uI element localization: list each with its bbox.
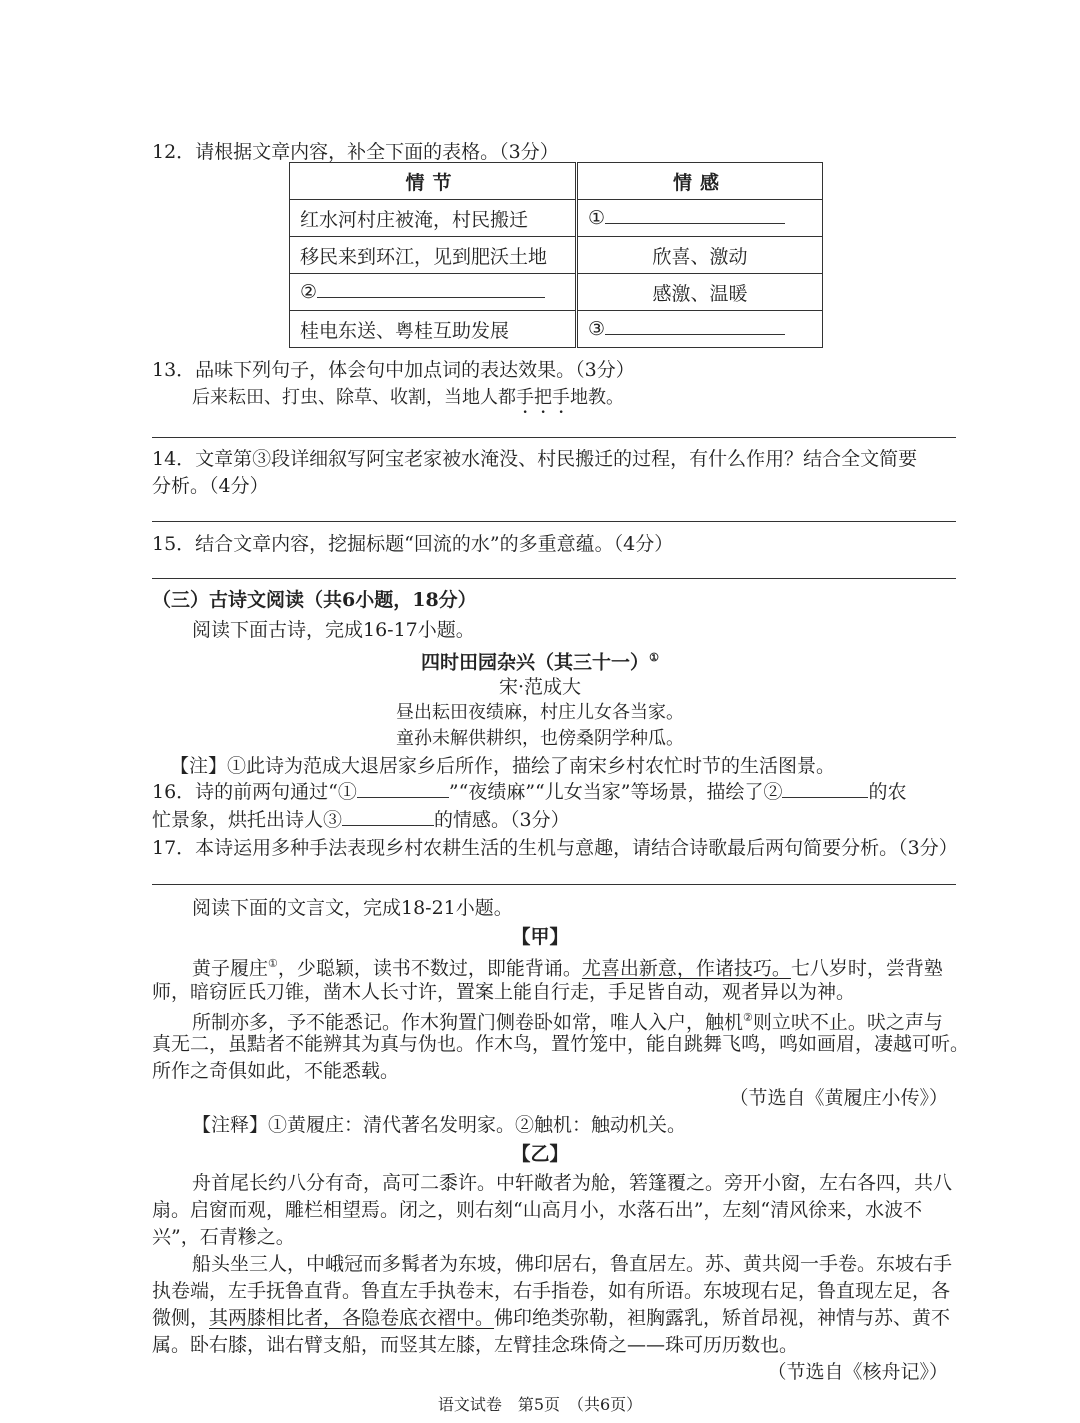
- yi-text: 属。卧右膝，诎右臂支船，而竖其左膝，左臂挂念珠倚之——珠可历历数也。: [152, 1334, 799, 1356]
- plot-cell[interactable]: ②: [290, 274, 577, 311]
- section-heading: （三）古诗文阅读（共6小题，18分）: [152, 589, 477, 611]
- jia-text: 所作之奇俱如此，不能悉载。: [152, 1060, 400, 1082]
- jia-note: 【注释】①黄履庄：清代著名发明家。②触机：触动机关。: [192, 1114, 687, 1136]
- yi-text: 兴”，石青糁之。: [152, 1226, 295, 1248]
- dotted-words: 手把手: [516, 387, 570, 408]
- q14-line2: 分析。（4分）: [152, 475, 269, 497]
- emotion-cell[interactable]: ③: [577, 311, 823, 348]
- jia-text: 黄子履庄①，少聪颖，读书不数过，即能背诵。尤喜出新意，作诸技巧。七八岁时，尝背塾: [192, 957, 943, 980]
- q12-table: [289, 162, 823, 348]
- jia-source: （节选自《黄履庄小传》）: [729, 1087, 948, 1109]
- answer-line[interactable]: [152, 437, 956, 438]
- yi-source: （节选自《核舟记》）: [767, 1361, 948, 1383]
- answer-line[interactable]: [152, 578, 956, 579]
- classical-instruction: 阅读下面的文言文，完成18-21小题。: [192, 897, 513, 919]
- passage-label-yi: 【乙】: [511, 1143, 569, 1165]
- emotion-cell[interactable]: ①: [577, 200, 823, 237]
- section-instruction: 阅读下面古诗，完成16-17小题。: [192, 619, 475, 641]
- underlined-sentence: 其两膝相比者，各隐卷底衣褶中。: [209, 1307, 495, 1329]
- table-row: [290, 200, 823, 237]
- plot-cell: 红水河村庄被淹，村民搬迁: [290, 200, 577, 237]
- blank-1[interactable]: [357, 781, 449, 798]
- q16-line1: 16．诗的前两句通过“① ”“夜绩麻”“儿女当家”等场景，描绘了② 的农: [152, 781, 907, 803]
- table-row: [290, 311, 823, 348]
- jia-text: 真无二，虽黠者不能辨其为真与伪也。作木鸟，置竹笼中，能自跳舞飞鸣，鸣如画眉，凄越可听。: [152, 1033, 970, 1055]
- jia-text: 师，暗窃匠氏刀锥，凿木人长寸许，置案上能自行走，手足皆自动，观者异以为神。: [152, 981, 856, 1003]
- blank-2[interactable]: [782, 781, 868, 798]
- q13-title: 13．品味下列句子，体会句中加点词的表达效果。（3分）: [152, 359, 635, 381]
- poem-line: 童孙未解供耕织，也傍桑阴学种瓜。: [396, 728, 684, 749]
- yi-text: 船头坐三人，中峨冠而多髯者为东坡，佛印居右，鲁直居左。苏、黄共阅一手卷。东坡右手: [192, 1253, 953, 1275]
- yi-text: 执卷端，左手抚鲁直背。鲁直左手执卷末，右手指卷，如有所语。东坡现右足，鲁直现左足，各: [152, 1280, 951, 1302]
- table-header-emotion: 情感: [577, 163, 823, 200]
- plot-cell: 桂电东送、粤桂互助发展: [290, 311, 577, 348]
- yi-text: 微侧，其两膝相比者，各隐卷底衣褶中。佛印绝类弥勒，袒胸露乳，矫首昂视，神情与苏、黄不: [152, 1307, 951, 1329]
- q17-title: 17．本诗运用多种手法表现乡村农耕生活的生机与意趣，请结合诗歌最后两句简要分析。（3分）: [152, 837, 958, 859]
- blank-3[interactable]: [342, 809, 434, 826]
- poem-author: 宋·范成大: [498, 676, 582, 698]
- yi-text: 扇。启窗而观，雕栏相望焉。闭之，则右刻“山高月小，水落石出”，左刻“清风徐来，水波不: [152, 1199, 923, 1221]
- answer-line[interactable]: [152, 884, 956, 885]
- q15-title: 15．结合文章内容，挖掘标题“回流的水”的多重意蕴。（4分）: [152, 533, 674, 555]
- q14-line1: 14．文章第③段详细叙写阿宝老家被水淹没、村民搬迁的过程，有什么作用？结合全文简要: [152, 448, 918, 470]
- emotion-cell: 感激、温暖: [577, 274, 823, 311]
- table-header-plot: 情节: [290, 163, 577, 200]
- table-row: [290, 274, 823, 311]
- page-footer: 语文试卷 第5页 （共6页）: [437, 1395, 643, 1414]
- plot-cell: 移民来到环江，见到肥沃土地: [290, 237, 577, 274]
- underlined-sentence: 尤喜出新意，作诸技巧。: [581, 957, 791, 980]
- table-row: [290, 237, 823, 274]
- poem-title: 四时田园杂兴（其三十一）①: [421, 651, 659, 674]
- emotion-cell: 欣喜、激动: [577, 237, 823, 274]
- q16-line2: 忙景象，烘托出诗人③ 的情感。（3分）: [152, 809, 570, 831]
- poem-note: 【注】①此诗为范成大退居家乡后所作，描绘了南宋乡村农忙时节的生活图景。: [170, 755, 836, 777]
- poem-line: 昼出耘田夜绩麻，村庄儿女各当家。: [396, 702, 684, 723]
- jia-text: 所制亦多，予不能悉记。作木狗置门侧卷卧如常，唯人入户，触机②则立吠不止。吠之声与: [192, 1011, 943, 1034]
- yi-text: 舟首尾长约八分有奇，高可二黍许。中轩敞者为舱，箬篷覆之。旁开小窗，左右各四，共八: [192, 1172, 953, 1194]
- passage-label-jia: 【甲】: [511, 926, 569, 948]
- q12-title: 12．请根据文章内容，补全下面的表格。（3分）: [152, 141, 559, 163]
- answer-line[interactable]: [152, 521, 956, 522]
- q13-sentence: 后来耘田、打虫、除草、收割，当地人都手把手地教。: [192, 387, 624, 408]
